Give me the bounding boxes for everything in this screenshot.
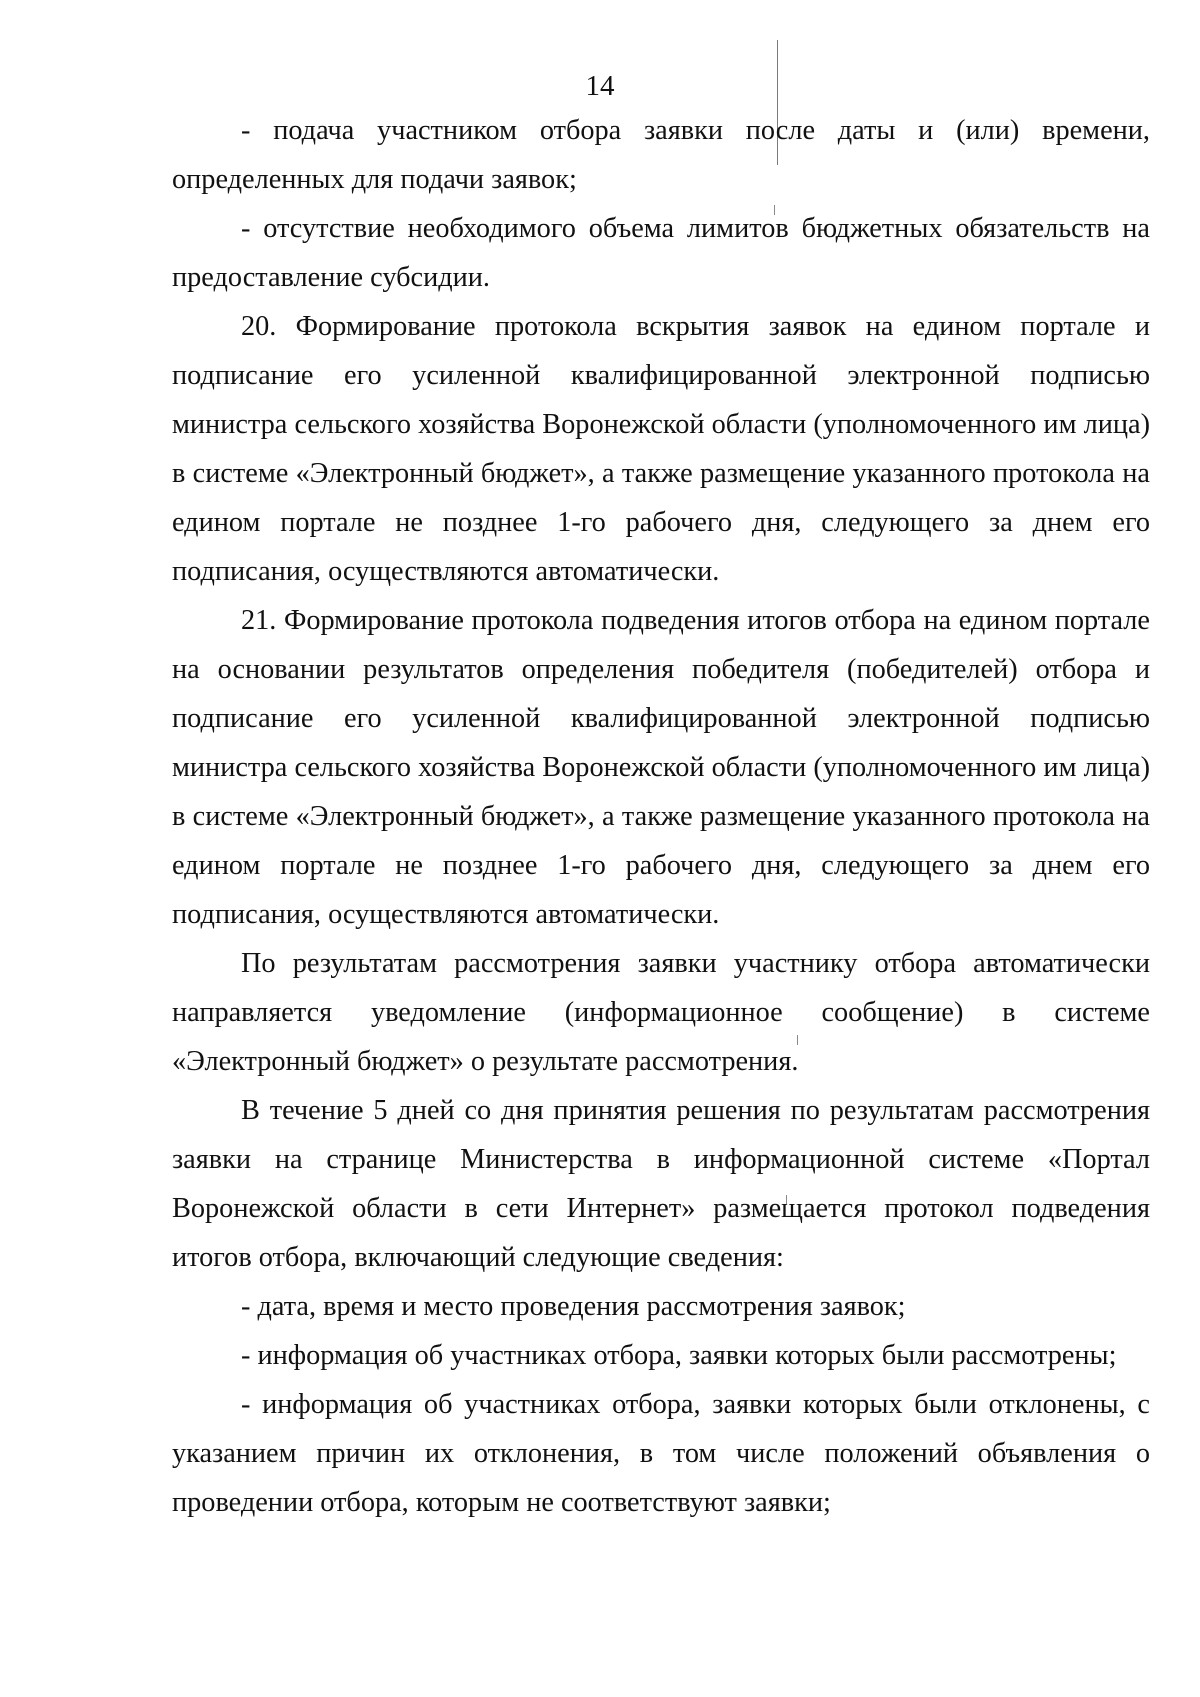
paragraph: - дата, время и место проведения рассмотрения заявок; bbox=[241, 1291, 906, 1322]
page-number: 14 bbox=[585, 70, 615, 102]
paragraph: 20. Формирование протокола вскрытия заявок на едином портале и подписание его усиленной квалифицированной электронной подписью министра сельского хозяйства Воронежской области (уполномоченного им лица) в системе «Электронный бюджет», а также размещение указанного протокола на едином портале не позднее 1-го рабочего дня, следующего за днем его подписания, осуществляются автоматически. bbox=[172, 311, 1150, 587]
paragraph: - информация об участниках отбора, заявки которых были отклонены, с указанием причин их отклонения, в том числе положений объявления о проведении отбора, которым не соответствуют заявки; bbox=[172, 1389, 1150, 1518]
paragraph: В течение 5 дней со дня принятия решения по результатам рассмотрения заявки на странице Министерства в информационной системе «Портал Воронежской области в сети Интернет» размещается протокол подведения итогов отбора, включающий следующие сведения: bbox=[172, 1095, 1150, 1273]
paragraph: По результатам рассмотрения заявки участнику отбора автоматически направляется уведомление (информационное сообщение) в системе «Электронный бюджет» о результате рассмотрения. bbox=[172, 948, 1150, 1077]
paragraph: - информация об участниках отбора, заявки которых были рассмотрены; bbox=[241, 1340, 1117, 1371]
paragraph: - подача участником отбора заявки после даты и (или) времени, определенных для подачи заявок; bbox=[172, 115, 1150, 195]
document-body bbox=[172, 106, 1150, 1527]
paragraph: 21. Формирование протокола подведения итогов отбора на едином портале на основании результатов определения победителя (победителей) отбора и подписание его усиленной квалифицированной электронной подписью министра сельского хозяйства Воронежской области (уполномоченного им лица) в системе «Электронный бюджет», а также размещение указанного протокола на едином портале не позднее 1-го рабочего дня, следующего за днем его подписания, осуществляются автоматически. bbox=[172, 605, 1150, 930]
paragraph: - отсутствие необходимого объема лимитов бюджетных обязательств на предоставление субсидии. bbox=[172, 213, 1150, 293]
